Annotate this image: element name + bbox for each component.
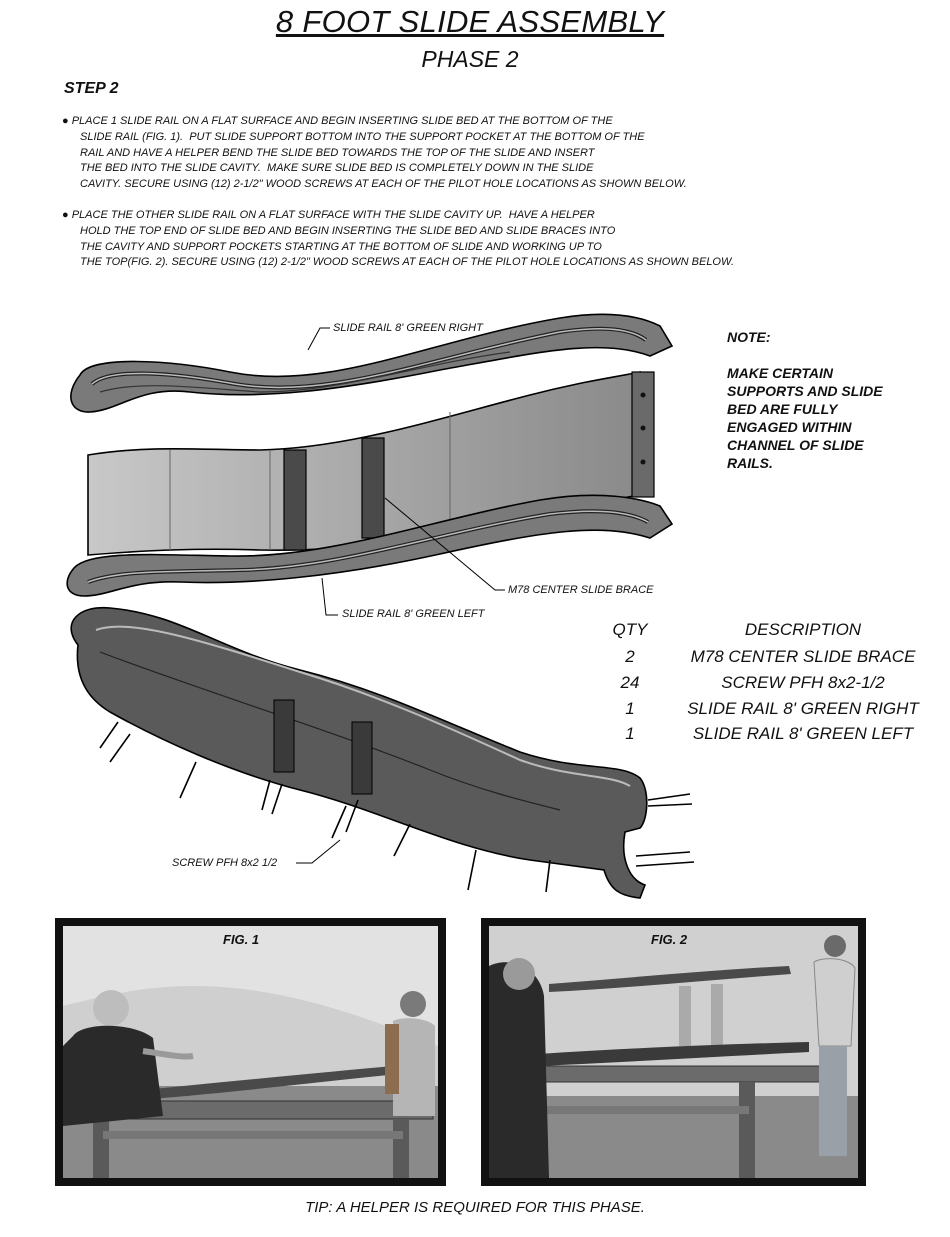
figure-2-photo bbox=[481, 918, 866, 1186]
page-subtitle: PHASE 2 bbox=[421, 46, 519, 72]
footer-tip: TIP: A HELPER IS REQUIRED FOR THIS PHASE. bbox=[305, 1199, 645, 1216]
parts-table-header-description: DESCRIPTION bbox=[744, 620, 862, 639]
bullet-line: THE CAVITY AND SUPPORT POCKETS STARTING AT THE BOTTOM OF SLIDE AND WORKING UP TO bbox=[80, 240, 602, 253]
callout-center-brace: M78 CENTER SLIDE BRACE bbox=[508, 584, 654, 596]
parts-row-description: SLIDE RAIL 8' GREEN LEFT bbox=[692, 724, 914, 743]
figure-1-scene bbox=[63, 926, 438, 1178]
leader-rail-right bbox=[308, 328, 330, 350]
parts-row-qty: 2 bbox=[625, 647, 635, 666]
note-line: SUPPORTS AND SLIDE bbox=[727, 383, 883, 399]
page-title: 8 FOOT SLIDE ASSEMBLY bbox=[275, 4, 665, 39]
callout-screw: SCREW PFH 8x2 1/2 bbox=[172, 857, 278, 869]
note-line: CHANNEL OF SLIDE bbox=[727, 437, 864, 453]
figure-2-label: FIG. 2 bbox=[651, 932, 688, 947]
leader-rail-left bbox=[322, 578, 338, 615]
instruction-bullet-2 bbox=[62, 208, 734, 271]
bullet-line: HOLD THE TOP END OF SLIDE BED AND BEGIN INSERTING THE SLIDE BED AND SLIDE BRACES INTO bbox=[80, 224, 616, 237]
leader-screw bbox=[296, 840, 340, 863]
note-heading: NOTE: bbox=[727, 329, 771, 345]
assembled-slide-drawing bbox=[71, 608, 647, 898]
center-brace-1 bbox=[284, 450, 306, 550]
bullet-glyph: ● bbox=[62, 115, 69, 127]
callout-rail-left: SLIDE RAIL 8' GREEN LEFT bbox=[342, 608, 485, 620]
bullet-line: PLACE THE OTHER SLIDE RAIL ON A FLAT SURFACE WITH THE SLIDE CAVITY UP. HAVE A HELPER bbox=[71, 209, 595, 221]
parts-row-description: SCREW PFH 8x2-1/2 bbox=[721, 673, 885, 692]
parts-row-description: M78 CENTER SLIDE BRACE bbox=[690, 647, 916, 666]
bullet-line: PLACE 1 SLIDE RAIL ON A FLAT SURFACE AND BEGIN INSERTING SLIDE BED AT THE BOTTOM OF THE bbox=[71, 115, 613, 127]
note-box bbox=[727, 328, 883, 472]
figure-2-scene bbox=[489, 926, 858, 1178]
note-line: BED ARE FULLY bbox=[727, 401, 838, 417]
bullet-line: THE TOP(FIG. 2). SECURE USING (12) 2-1/2" WOOD SCREWS AT EACH OF THE PILOT HOLE LOCATIONS AS SHOWN BELOW. bbox=[80, 256, 735, 269]
callout-rail-right: SLIDE RAIL 8' GREEN RIGHT bbox=[333, 322, 483, 334]
note-line: MAKE CERTAIN bbox=[727, 365, 834, 381]
bullet-line: SLIDE RAIL (FIG. 1). PUT SLIDE SUPPORT BOTTOM INTO THE SUPPORT POCKET AT THE BOTTOM OF THE bbox=[80, 130, 645, 143]
center-brace-2 bbox=[362, 438, 384, 538]
note-line: RAILS. bbox=[727, 455, 773, 471]
instruction-bullet-1 bbox=[62, 114, 687, 193]
note-line: ENGAGED WITHIN bbox=[727, 419, 852, 435]
bullet-line: RAIL AND HAVE A HELPER BEND THE SLIDE BED TOWARDS THE TOP OF THE SLIDE AND INSERT bbox=[80, 146, 595, 159]
parts-row-qty: 1 bbox=[625, 699, 635, 718]
step-label: STEP 2 bbox=[64, 80, 119, 97]
bullet-line: THE BED INTO THE SLIDE CAVITY. MAKE SURE SLIDE BED IS COMPLETELY DOWN IN THE SLIDE bbox=[80, 162, 594, 175]
parts-row-description: SLIDE RAIL 8' GREEN RIGHT bbox=[687, 699, 919, 718]
figure-1-label: FIG. 1 bbox=[223, 932, 260, 947]
parts-row-qty: 24 bbox=[620, 673, 640, 692]
parts-table-header-qty: QTY bbox=[612, 620, 648, 639]
parts-row-qty: 1 bbox=[625, 724, 635, 743]
bullet-line: CAVITY. SECURE USING (12) 2-1/2" WOOD SCREWS AT EACH OF THE PILOT HOLE LOCATIONS AS SHOWN BELOW. bbox=[80, 178, 687, 191]
figure-1-photo bbox=[55, 918, 446, 1186]
bullet-glyph: ● bbox=[62, 209, 69, 221]
